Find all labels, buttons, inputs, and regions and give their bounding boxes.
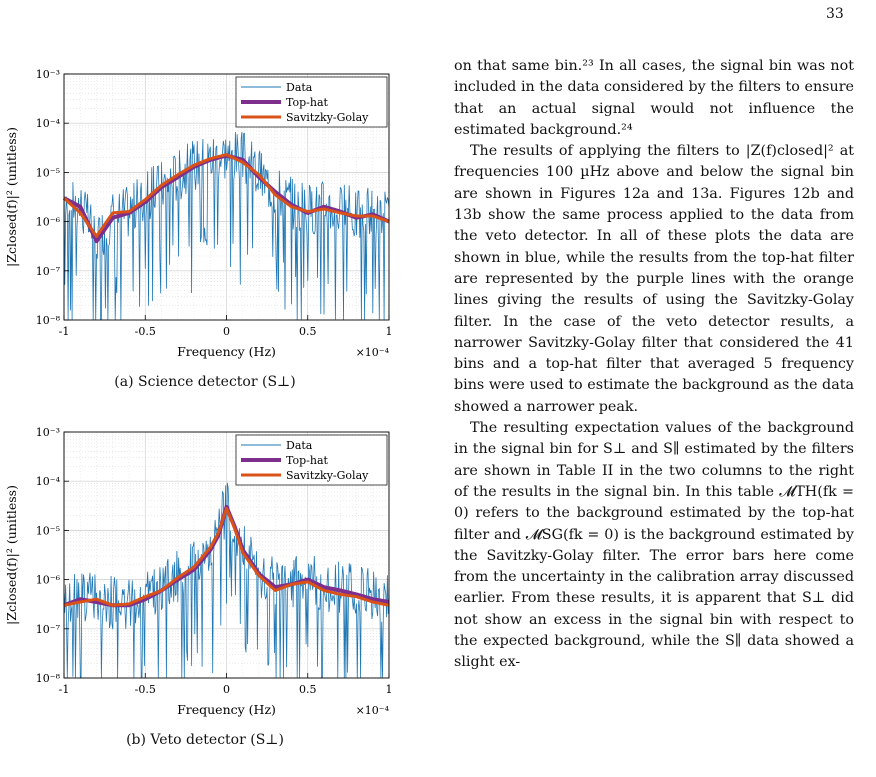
legend bbox=[236, 77, 387, 127]
y-tick-label: 10⁻³ bbox=[35, 68, 60, 81]
x-tick-label: -0.5 bbox=[134, 683, 156, 696]
y-tick-label: 10⁻⁸ bbox=[35, 672, 60, 685]
x-tick-label: 1 bbox=[385, 683, 393, 696]
x-tick-label: 0 bbox=[223, 683, 230, 696]
paragraph-3: The resulting expectation values of the background in the signal bin for S⊥ and S∥ estimated by the filters are shown in Table II in the two columns to the right of the results in the signal bin. In this table 𝓜TH(fk = 0) refers to the background estimated by the top-hat filter and 𝓜SG(fk = 0) is the background estimated by the Savitzky-Golay filter. The error bars here come from the uncertainty in the calibration array discussed earlier. From these results, it is apparent that S⊥ did not show an excess in the signal bin with respect to the expected background, while the S∥ data showed a slight ex- bbox=[454, 420, 854, 671]
page-number: 33 bbox=[826, 6, 844, 22]
paragraph-2: The results of applying the filters to |Z(f)closed|² at frequencies 100 µHz above and below the signal bin are shown in Figures 12a and 13a. Figures 12b and 13b show the same process applied to the data from the veto detector. In all of these plots the data are shown in blue, while the results from the top-hat filter are represented by the purple lines with the orange lines giving the results of using the Savitzky-Golay filter. In the case of the veto detector results, a narrower Savitzky-Golay filter that considered the 41 bins and a top-hat filter that averaged 5 frequency bins were used to estimate the background as the data showed a narrower peak. bbox=[454, 143, 854, 415]
y-tick-label: 10⁻⁸ bbox=[35, 314, 60, 327]
x-axis-multiplier: ×10⁻⁴ bbox=[355, 704, 389, 717]
body-text-column bbox=[454, 56, 854, 674]
figure-b-caption: (b) Veto detector (S⊥) bbox=[126, 732, 284, 748]
y-tick-label: 10⁻⁵ bbox=[35, 166, 60, 180]
x-tick-label: 1 bbox=[385, 325, 393, 338]
y-tick-label: 10⁻⁴ bbox=[35, 117, 60, 131]
y-tick-label: 10⁻⁵ bbox=[35, 524, 60, 538]
legend bbox=[236, 435, 387, 485]
x-tick-label: 0.5 bbox=[299, 683, 317, 696]
figure-a-caption: (a) Science detector (S⊥) bbox=[114, 374, 296, 390]
y-axis-label: |Zclosed(f)|² (unitless) bbox=[4, 485, 19, 625]
x-tick-label: -1 bbox=[58, 325, 70, 338]
figure-science-detector bbox=[0, 56, 410, 396]
figure-veto-detector bbox=[0, 414, 410, 748]
x-tick-label: 0.5 bbox=[299, 325, 317, 338]
y-tick-label: 10⁻⁷ bbox=[35, 622, 60, 636]
y-tick-label: 10⁻⁷ bbox=[35, 264, 60, 278]
legend-label: Data bbox=[286, 81, 313, 94]
science-detector-plot bbox=[0, 56, 410, 376]
y-tick-label: 10⁻⁴ bbox=[35, 475, 60, 489]
y-tick-label: 10⁻³ bbox=[35, 426, 60, 439]
legend-label: Top-hat bbox=[286, 454, 328, 467]
y-axis-label: |Zclosed(f)|² (unitless) bbox=[4, 127, 19, 267]
legend-label: Savitzky-Golay bbox=[286, 111, 369, 124]
x-axis bbox=[59, 315, 393, 338]
y-tick-label: 10⁻⁶ bbox=[35, 215, 60, 229]
x-axis-label: Frequency (Hz) bbox=[177, 702, 276, 717]
y-tick-label: 10⁻⁶ bbox=[35, 573, 60, 587]
x-axis bbox=[59, 673, 393, 696]
veto-detector-plot bbox=[0, 414, 410, 734]
x-tick-label: 0 bbox=[223, 325, 230, 338]
x-axis-multiplier: ×10⁻⁴ bbox=[355, 346, 389, 359]
legend-label: Top-hat bbox=[286, 96, 328, 109]
legend-label: Data bbox=[286, 439, 313, 452]
legend-label: Savitzky-Golay bbox=[286, 469, 369, 482]
x-axis-label: Frequency (Hz) bbox=[177, 344, 276, 359]
x-tick-label: -0.5 bbox=[134, 325, 156, 338]
x-tick-label: -1 bbox=[58, 683, 70, 696]
paragraph-1: on that same bin.²³ In all cases, the signal bin was not included in the data considered by the filters to ensure that an actual signal would not influence the estimated background.²⁴ bbox=[454, 58, 854, 138]
